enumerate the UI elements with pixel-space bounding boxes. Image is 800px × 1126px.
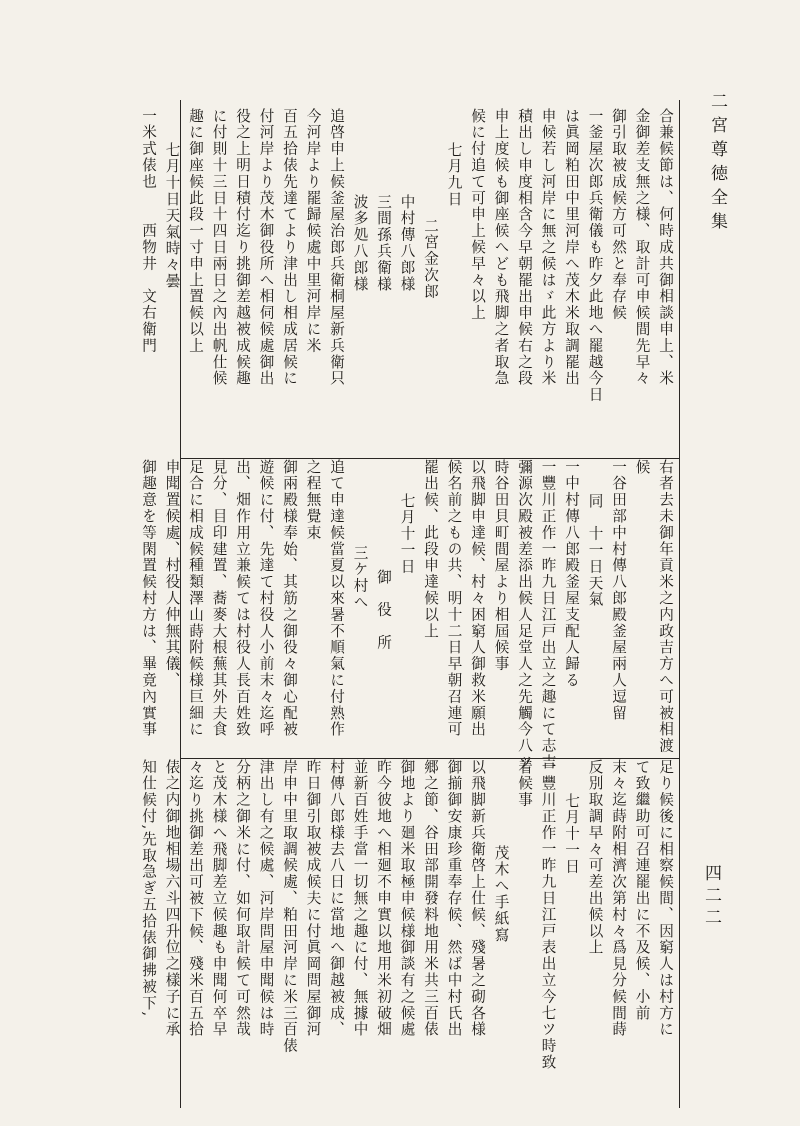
text-column: 金御差支無之様、取計可申候間先早々 [633, 108, 651, 387]
text-column: 趣に御座候此段一寸申上置候以上 [187, 108, 204, 354]
letter-date: 七月九日 [445, 142, 463, 208]
text-column: 出、畑作用立兼候ては村役人長百姓致 [234, 459, 251, 738]
text-column: 候名前之もの共、明十二日早朝召連可 [445, 459, 463, 738]
text-column: 合兼候節は、何時成共御相談申上、米 [657, 108, 674, 387]
text-column: 昨今彼地へ相廻不申實以地用米初破畑 [375, 759, 392, 1038]
text-column: 時谷田貝町間屋より相屆候事 [492, 459, 510, 673]
text-column: 候に付追て可申上候早々以上 [469, 108, 486, 322]
text-column: 一釜屋次郎兵衛儀も昨夕此地へ罷越今日 [586, 108, 604, 404]
diary-date: 七月十日天氣時々曇 [163, 142, 181, 290]
addressee: 三ケ村へ [351, 545, 369, 611]
text-column: 一谷田部中村傳八郎殿釜屋兩人逗留 [610, 459, 627, 722]
text-column: 候 [633, 459, 651, 476]
text-column: 申聞置候處、村役人仲無其儀、 [163, 459, 181, 689]
text-column: て致繼助可召連罷出に不及候、小前 [633, 759, 651, 1022]
text-column: は眞岡粕田中里河岸へ茂木米取調罷出 [563, 108, 580, 387]
text-column: 俵之内御地相場六斗四升位之樣子に承 [163, 759, 181, 1038]
text-column: 知仕候付,先取急ぎ五拾俵御拂被下, [140, 759, 157, 1018]
text-column: 申上度候も御座候へども飛脚之者取急 [492, 108, 510, 387]
running-title: 二宮尊徳全集 [707, 92, 727, 236]
text-column: 右者去未御年貢米之内政吉方へ可被相渡 [657, 459, 674, 755]
letter-signature: 御 役 所 [375, 569, 392, 651]
text-column: 御趣意を等閑置候村方は、畢竟內實事 [140, 459, 157, 738]
text-column: 遊候に付、先達て村役人小前末々迄呼 [257, 459, 275, 738]
text-column: 並新百姓手當一切無之趣に付、無據中 [351, 759, 369, 1038]
letter-heading: 茂木へ手紙寫 [492, 845, 510, 944]
letter-signature: 二宮金次郎 [422, 218, 439, 300]
text-column: 々迄り挑御差出可被下候、殘米百五拾 [187, 759, 204, 1038]
text-column: 追て申達候當夏以來暑不順氣に付熟作 [328, 459, 345, 738]
text-column: 御揃御安康珍重奉存候、然ば中村氏出 [445, 759, 463, 1038]
text-column: 以飛脚申達候、村々困窮人御救米願出 [469, 459, 486, 738]
text-tier-middle [140, 458, 679, 771]
text-column: 岸申中里取調候處、粕田河岸に米三百俵 [281, 759, 298, 1055]
text-column: 末々迄蒔附相濟次第村々爲見分候間蒔 [610, 759, 627, 1038]
text-column: 一中村傳八郎殿釜屋支配人歸る [563, 459, 580, 689]
text-column: 百五拾俵先達てより津出し相成居候に [281, 108, 298, 387]
text-column: 足り候後に相察候間、因窮人は村方に [657, 759, 674, 1038]
addressee: 波多処八郎様 [351, 194, 369, 293]
page-header [690, 92, 730, 1126]
text-column: 役之上明日積付迄り挑御差越被成候趣 [234, 108, 251, 387]
addressee: 中村傳八郎様 [398, 194, 416, 293]
text-column: 付河岸より茂木御役所へ相伺候處御出 [257, 108, 275, 387]
letter-date: 七月十一日 [563, 793, 580, 875]
text-column: 御兩殿様奉始、其筋之御役々御心配被 [281, 459, 298, 738]
text-frame [140, 100, 680, 1108]
text-column: 罷出候、此段申達候以上 [422, 459, 439, 640]
text-column: 積出し申度相含今早朝罷出申候右之段 [516, 108, 533, 387]
text-column: 今河岸より罷歸候處中里河岸に米 [304, 108, 322, 354]
text-column: 一豐川正作一昨九日江戸出立之趣にて志吉 [539, 459, 557, 771]
text-column: 申候若し河岸に無之候はゞ此方より米 [539, 108, 557, 387]
text-column: 御引取被成候方可然と奉存候 [610, 108, 627, 322]
text-column: と茂木様へ飛脚差立候趣も申聞何卒早 [210, 759, 228, 1038]
text-column: 以飛脚新兵衛啓上仕候、殘暑之砌各様 [469, 759, 486, 1038]
text-column: 追啓申上候釜屋治郎兵衛桐屋新兵衛只 [328, 108, 345, 387]
text-column: 着候事 [516, 759, 533, 809]
text-column: 見分、目印建置、蕎麥大根蕪其外夫食 [210, 459, 228, 738]
text-tier-upper [140, 108, 679, 452]
diary-date: 同 十一日天氣 [586, 493, 604, 608]
text-column: 彌源次殿被差添出候人足堂人之先觸今八ツ [516, 459, 533, 771]
text-column: 村傳八郎様去八日に當地へ御越被成、 [328, 759, 345, 1038]
text-column: 一豐川正作一昨九日江戸表出立今七ツ時致 [539, 759, 557, 1071]
text-column: 分柄之御米に付、如何取計候て可然哉 [234, 759, 251, 1038]
text-column: 足合に相成候種類澤山蒔附候様巨細に [187, 459, 204, 738]
text-column: 御地より廻米取極申候様御談有之候處 [398, 759, 416, 1038]
text-column: 反別取調早々可差出候以上 [586, 759, 604, 956]
text-column: に付則十三日十四日兩日之內出帆仕候 [210, 108, 228, 387]
text-column: 津出し有之候處、河岸問屋申聞候は時 [257, 759, 275, 1038]
text-column: 一米式俵也 西物井 文右衛門 [140, 108, 157, 354]
text-tier-lower [140, 758, 679, 1100]
text-column: 昨日御引取被成候夫に付眞岡問屋御河 [304, 759, 322, 1038]
page-number: 四二二 [701, 864, 721, 930]
text-column: 郷之節、谷田部開發料地用米共三百俵 [422, 759, 439, 1038]
letter-date: 七月十一日 [398, 493, 416, 575]
addressee: 三間孫兵衛様 [375, 194, 392, 293]
text-column: 之程無覺束 [304, 459, 322, 541]
